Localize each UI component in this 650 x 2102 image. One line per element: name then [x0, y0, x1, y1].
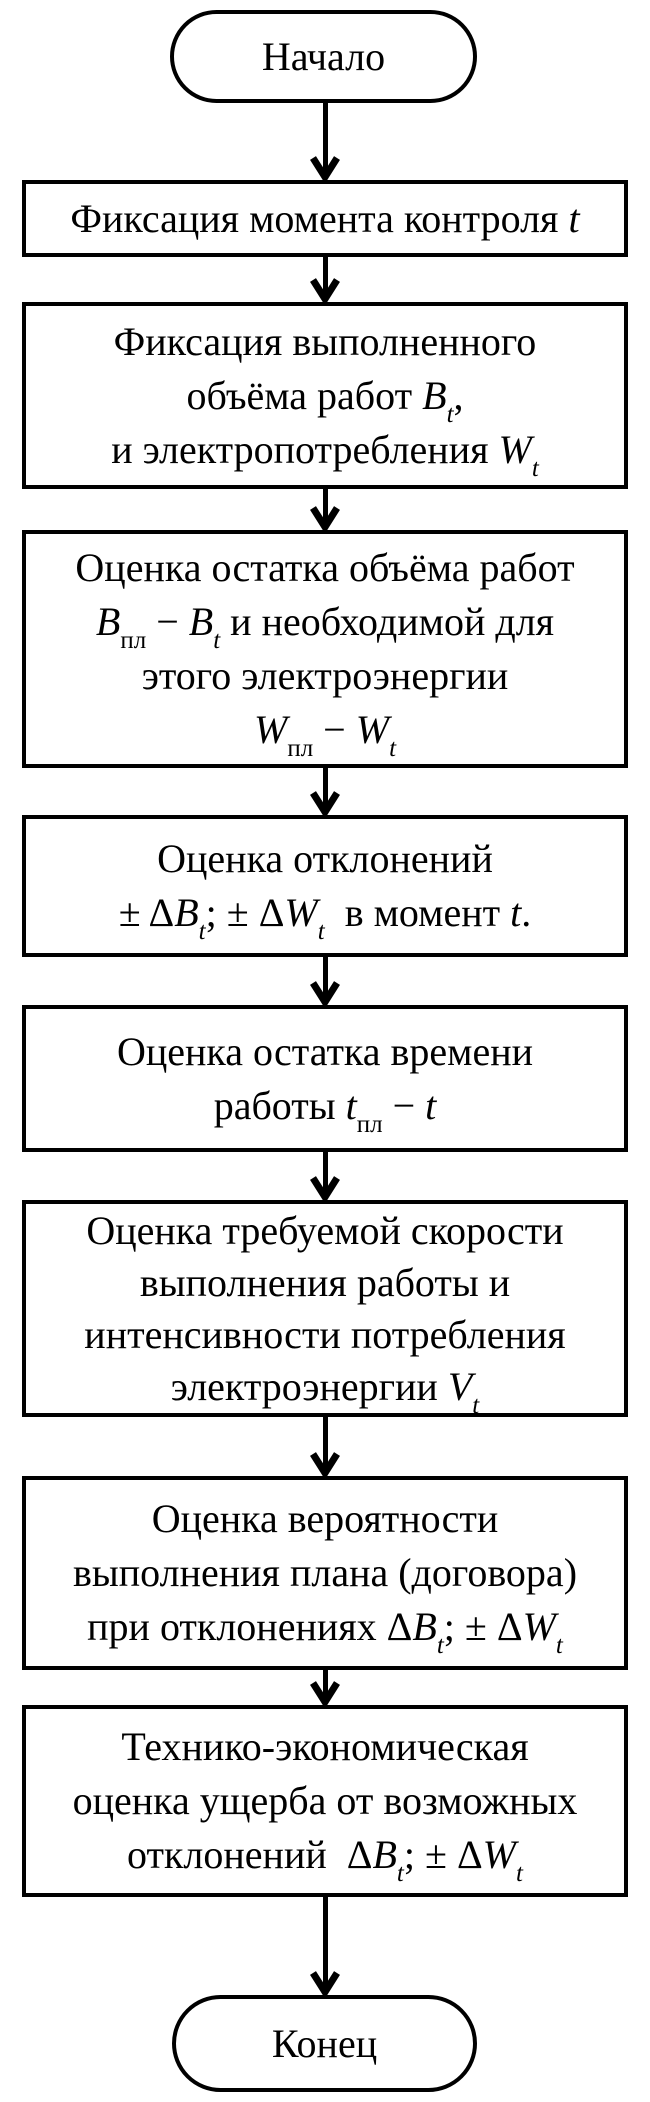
text-run: интенсивности потребления	[84, 1311, 566, 1357]
math-var: t	[472, 1391, 480, 1419]
math-var: t	[531, 454, 539, 482]
math-var: B	[412, 1604, 437, 1649]
text-run: −	[146, 599, 189, 644]
text-line	[253, 703, 397, 762]
arrow-head-icon	[309, 1971, 341, 1995]
text-run: Оценка отклонений	[157, 836, 493, 881]
flow-box-estimate-remaining-time	[22, 1005, 628, 1152]
math-var: t	[425, 1082, 437, 1128]
flow-arrow-5	[308, 957, 342, 1005]
math-var: t	[317, 918, 325, 945]
math-var: t	[446, 400, 454, 428]
text-run: Оценка требуемой скорости	[86, 1207, 564, 1253]
text-run: Технико-экономическая	[121, 1724, 529, 1769]
math-var: W	[482, 1832, 516, 1877]
math-var: пл	[356, 1110, 383, 1138]
flow-box-estimate-plan-probability	[22, 1476, 628, 1670]
text-run: электроэнергии	[170, 1363, 448, 1409]
text-run: Фиксация выполненного	[113, 318, 537, 364]
arrow-head-icon	[309, 278, 341, 302]
text-run: −	[313, 707, 356, 752]
text-run: .	[521, 890, 532, 935]
end-label: Конец	[271, 2021, 378, 2066]
text-line	[127, 1828, 523, 1887]
text-run: работы	[213, 1082, 346, 1128]
flow-box-estimate-required-speed	[22, 1200, 628, 1417]
text-line	[95, 595, 555, 654]
math-var: t	[345, 1082, 357, 1128]
text-run: и необходимой для	[220, 599, 555, 644]
text-run: Оценка вероятности	[151, 1496, 499, 1541]
math-var: t	[396, 1860, 404, 1887]
arrow-head-icon	[309, 1176, 341, 1200]
arrow-head-icon	[309, 156, 341, 180]
text-line	[73, 1774, 578, 1828]
text-line	[111, 423, 539, 482]
arrow-head-icon	[309, 506, 341, 530]
text-run: ; ± Δ	[205, 890, 285, 935]
arrow-head-icon	[309, 981, 341, 1005]
text-run: выполнения плана (договора)	[72, 1550, 578, 1595]
flow-box-technical-economic-damage	[22, 1705, 628, 1897]
flow-arrow-8	[308, 1670, 342, 1705]
math-var: B	[372, 1832, 397, 1877]
text-run: этого электроэнергии	[141, 653, 509, 698]
flow-box-estimate-deviations	[22, 815, 628, 957]
text-run: ± Δ	[118, 890, 175, 935]
text-run: объёма работ	[186, 372, 423, 418]
text-line	[213, 1079, 437, 1138]
text-run: ; ± Δ	[403, 1832, 483, 1877]
arrow-head-icon	[309, 791, 341, 815]
arrow-head-icon	[309, 1681, 341, 1705]
flow-arrow-3	[308, 489, 342, 530]
text-line	[140, 1257, 510, 1309]
math-var: t	[213, 627, 221, 654]
text-run: ,	[453, 372, 464, 418]
text-line	[86, 1205, 563, 1257]
text-line	[152, 1492, 499, 1546]
math-var: t	[555, 1632, 563, 1659]
flow-box-estimate-remaining-volume	[22, 530, 628, 768]
flow-arrow-2	[308, 257, 342, 302]
math-var: t	[510, 890, 522, 935]
text-run: при отклонениях Δ	[87, 1604, 413, 1649]
text-line	[186, 369, 464, 428]
math-var: B	[188, 599, 214, 644]
math-var: t	[568, 195, 580, 241]
text-run: оценка ущерба от возможных	[72, 1778, 578, 1823]
text-line	[118, 886, 532, 945]
text-line	[117, 1025, 533, 1079]
math-var: t	[516, 1860, 523, 1887]
text-run: и электропотребления	[111, 426, 499, 472]
text-line	[114, 315, 537, 369]
text-run: в момент	[324, 890, 511, 935]
math-var: t	[198, 918, 206, 945]
flow-end-node	[172, 1995, 477, 2092]
math-var: t	[436, 1632, 444, 1659]
text-line	[142, 649, 509, 703]
text-line	[170, 1361, 480, 1419]
flow-arrow-9	[308, 1897, 342, 1995]
text-line	[73, 1546, 577, 1600]
math-var: t	[389, 735, 397, 762]
flow-arrow-4	[308, 768, 342, 815]
flow-box-fixation-completed-volume	[22, 302, 628, 489]
text-run: Фиксация момента контроля	[70, 195, 569, 241]
text-run: выполнения работы и	[139, 1259, 511, 1305]
math-var: B	[174, 890, 199, 935]
text-line	[75, 541, 574, 595]
flow-arrow-7	[308, 1417, 342, 1476]
math-var: пл	[120, 627, 147, 654]
math-var: W	[284, 890, 318, 935]
math-var: B	[422, 372, 447, 418]
start-label: Начало	[261, 34, 386, 79]
math-var: пл	[287, 735, 314, 762]
text-line	[84, 1309, 565, 1361]
text-run: ; ± Δ	[443, 1604, 523, 1649]
text-line	[70, 192, 579, 246]
text-run: отклонений Δ	[127, 1832, 373, 1877]
flow-arrow-1	[308, 103, 342, 180]
text-run: Оценка остатка объёма работ	[75, 545, 575, 590]
arrow-head-icon	[309, 1452, 341, 1476]
flow-box-fixation-control-moment	[22, 180, 628, 257]
flow-start-node	[170, 10, 477, 103]
math-var: W	[522, 1604, 556, 1649]
math-var: B	[95, 599, 121, 644]
math-var: W	[355, 707, 390, 752]
math-var: W	[253, 707, 288, 752]
flow-arrow-6	[308, 1152, 342, 1200]
text-run: −	[382, 1082, 426, 1128]
math-var: V	[447, 1363, 473, 1409]
text-line	[157, 832, 493, 886]
text-run: Оценка остатка времени	[116, 1028, 534, 1074]
text-line	[87, 1600, 563, 1659]
text-line	[121, 1720, 528, 1774]
math-var: W	[498, 426, 532, 472]
